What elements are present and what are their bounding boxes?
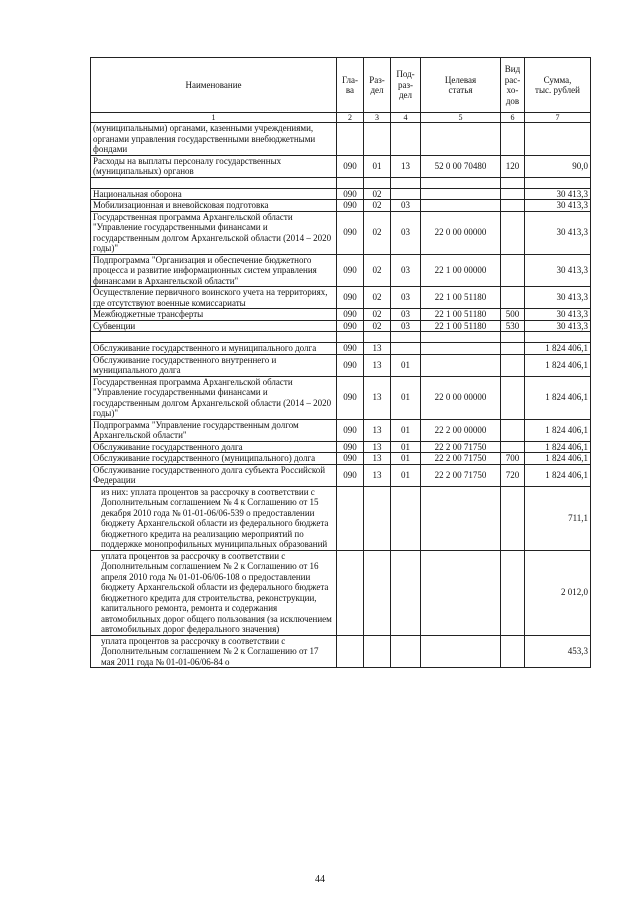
row-amount-cell: 1 824 406,1	[525, 464, 591, 486]
row-name-cell: Подпрограмма "Управление государственным долгом Архангельской области"	[91, 419, 337, 441]
row-subsection-cell: 03	[391, 211, 421, 254]
row-target-cell: 22 1 00 00000	[421, 254, 501, 287]
table-row	[91, 419, 591, 441]
row-target-cell: 22 2 00 00000	[421, 419, 501, 441]
row-subsection-cell: 01	[391, 419, 421, 441]
row-name-cell: уплата процентов за рассрочку в соответствии с Дополнительным соглашением № 2 к Соглашению от 17 мая 2011 года № 01-01-06/06-84 о	[91, 635, 337, 668]
row-section-cell: 13	[364, 464, 391, 486]
table-row	[91, 354, 591, 376]
row-subsection-cell: 13	[391, 155, 421, 177]
row-section-cell: 02	[364, 211, 391, 254]
row-chapter-cell	[337, 123, 364, 156]
row-target-cell	[421, 550, 501, 635]
row-chapter-cell: 090	[337, 211, 364, 254]
row-amount-cell: 1 824 406,1	[525, 441, 591, 453]
table-row	[91, 486, 591, 550]
row-chapter-cell: 090	[337, 441, 364, 453]
column-number: 7	[525, 113, 591, 123]
row-target-cell: 22 0 00 00000	[421, 211, 501, 254]
row-section-cell: 01	[364, 155, 391, 177]
row-section-cell: 13	[364, 419, 391, 441]
row-expense-type-cell	[501, 343, 525, 355]
row-name-cell: Субвенции	[91, 320, 337, 332]
row-section-cell: 02	[364, 320, 391, 332]
row-section-cell: 02	[364, 188, 391, 200]
row-subsection-cell	[391, 332, 421, 343]
row-section-cell: 02	[364, 254, 391, 287]
row-name-cell: Обслуживание государственного долга	[91, 441, 337, 453]
row-subsection-cell	[391, 123, 421, 156]
row-name-cell	[91, 177, 337, 188]
row-chapter-cell: 090	[337, 254, 364, 287]
col-header-expense-type: Вид рас- хо- дов	[501, 58, 525, 113]
table-header-row	[91, 58, 591, 113]
row-expense-type-cell	[501, 441, 525, 453]
row-expense-type-cell	[501, 635, 525, 668]
col-header-name: Наименование	[91, 58, 337, 113]
row-amount-cell: 1 824 406,1	[525, 419, 591, 441]
row-section-cell: 13	[364, 453, 391, 465]
row-amount-cell: 1 824 406,1	[525, 453, 591, 465]
row-section-cell: 13	[364, 354, 391, 376]
row-subsection-cell: 01	[391, 376, 421, 419]
row-target-cell: 22 1 00 51180	[421, 287, 501, 309]
column-number: 1	[91, 113, 337, 123]
column-number: 4	[391, 113, 421, 123]
row-section-cell	[364, 332, 391, 343]
table-row	[91, 464, 591, 486]
table-row	[91, 453, 591, 465]
row-subsection-cell: 03	[391, 254, 421, 287]
row-target-cell: 22 2 00 71750	[421, 464, 501, 486]
row-amount-cell: 1 824 406,1	[525, 343, 591, 355]
column-number: 2	[337, 113, 364, 123]
row-chapter-cell: 090	[337, 200, 364, 212]
row-target-cell	[421, 200, 501, 212]
row-target-cell	[421, 354, 501, 376]
row-amount-cell: 1 824 406,1	[525, 354, 591, 376]
row-target-cell	[421, 486, 501, 550]
row-subsection-cell: 03	[391, 200, 421, 212]
row-chapter-cell: 090	[337, 453, 364, 465]
row-name-cell: Государственная программа Архангельской области "Управление государственными финансами и государственным долгом Архангельской области (2014 – 2020 годы)"	[91, 211, 337, 254]
col-header-section: Раз- дел	[364, 58, 391, 113]
row-expense-type-cell	[501, 376, 525, 419]
table-row	[91, 200, 591, 212]
blank-row	[91, 332, 591, 343]
row-expense-type-cell: 530	[501, 320, 525, 332]
row-target-cell	[421, 635, 501, 668]
table-row	[91, 376, 591, 419]
row-section-cell: 02	[364, 200, 391, 212]
row-expense-type-cell: 120	[501, 155, 525, 177]
row-target-cell	[421, 332, 501, 343]
row-name-cell	[91, 332, 337, 343]
row-name-cell: уплата процентов за рассрочку в соответствии с Дополнительным соглашением № 2 к Соглашению от 16 апреля 2010 года № 01-01-06/06-108 о предоставлении бюджету Архангельской области из федерального бюджета бюджетного кредита для строительства, реконструкции, капитального ремонта, ремонта и содержания автомобильных дорог общего пользования (за исключением автомобильных дорог федерального значения)	[91, 550, 337, 635]
row-chapter-cell	[337, 550, 364, 635]
row-amount-cell: 711,1	[525, 486, 591, 550]
row-subsection-cell	[391, 486, 421, 550]
row-amount-cell: 30 413,3	[525, 188, 591, 200]
row-subsection-cell	[391, 635, 421, 668]
row-subsection-cell	[391, 188, 421, 200]
table-row	[91, 123, 591, 156]
row-target-cell: 22 0 00 00000	[421, 376, 501, 419]
row-target-cell	[421, 343, 501, 355]
row-chapter-cell: 090	[337, 287, 364, 309]
row-name-cell: Государственная программа Архангельской области "Управление государственными финансами и государственным долгом Архангельской области (2014 – 2020 годы)"	[91, 376, 337, 419]
row-name-cell: Мобилизационная и вневойсковая подготовка	[91, 200, 337, 212]
row-expense-type-cell	[501, 254, 525, 287]
row-chapter-cell	[337, 635, 364, 668]
row-expense-type-cell	[501, 550, 525, 635]
row-subsection-cell: 01	[391, 464, 421, 486]
table-row	[91, 188, 591, 200]
row-target-cell: 52 0 00 70480	[421, 155, 501, 177]
row-subsection-cell: 01	[391, 441, 421, 453]
row-amount-cell	[525, 123, 591, 156]
row-subsection-cell	[391, 177, 421, 188]
row-amount-cell: 2 012,0	[525, 550, 591, 635]
col-header-subsection: Под- раз- дел	[391, 58, 421, 113]
table-row	[91, 635, 591, 668]
row-section-cell	[364, 635, 391, 668]
row-chapter-cell: 090	[337, 309, 364, 321]
row-section-cell: 13	[364, 343, 391, 355]
table-body	[91, 123, 591, 668]
row-chapter-cell: 090	[337, 464, 364, 486]
row-amount-cell	[525, 177, 591, 188]
row-chapter-cell: 090	[337, 343, 364, 355]
row-expense-type-cell	[501, 123, 525, 156]
row-amount-cell: 90,0	[525, 155, 591, 177]
row-expense-type-cell	[501, 354, 525, 376]
row-expense-type-cell: 500	[501, 309, 525, 321]
column-number-row	[91, 113, 591, 123]
row-chapter-cell: 090	[337, 354, 364, 376]
table-row	[91, 254, 591, 287]
table-row	[91, 287, 591, 309]
row-expense-type-cell	[501, 211, 525, 254]
row-subsection-cell	[391, 343, 421, 355]
row-expense-type-cell: 700	[501, 453, 525, 465]
row-name-cell: Подпрограмма "Организация и обеспечение бюджетного процесса и развитие информационных систем управления финансами в Архангельской области"	[91, 254, 337, 287]
col-header-amount: Сумма, тыс. рублей	[525, 58, 591, 113]
row-subsection-cell: 03	[391, 287, 421, 309]
row-name-cell: (муниципальными) органами, казенными учреждениями, органами управления государственными внебюджетными фондами	[91, 123, 337, 156]
row-name-cell: Межбюджетные трансферты	[91, 309, 337, 321]
row-subsection-cell	[391, 550, 421, 635]
table-row	[91, 550, 591, 635]
row-subsection-cell: 03	[391, 320, 421, 332]
row-chapter-cell: 090	[337, 419, 364, 441]
budget-table	[90, 57, 591, 668]
row-expense-type-cell	[501, 486, 525, 550]
row-amount-cell: 30 413,3	[525, 254, 591, 287]
row-chapter-cell	[337, 332, 364, 343]
row-target-cell: 22 1 00 51180	[421, 309, 501, 321]
row-target-cell	[421, 123, 501, 156]
row-amount-cell: 30 413,3	[525, 200, 591, 212]
column-number: 3	[364, 113, 391, 123]
table-row	[91, 211, 591, 254]
row-section-cell	[364, 486, 391, 550]
col-header-target: Целевая статья	[421, 58, 501, 113]
row-name-cell: Обслуживание государственного внутреннего и муниципального долга	[91, 354, 337, 376]
row-target-cell: 22 2 00 71750	[421, 441, 501, 453]
row-name-cell: Расходы на выплаты персоналу государственных (муниципальных) органов	[91, 155, 337, 177]
row-target-cell	[421, 177, 501, 188]
row-subsection-cell: 03	[391, 309, 421, 321]
col-header-chapter: Гла- ва	[337, 58, 364, 113]
row-name-cell: Национальная оборона	[91, 188, 337, 200]
table-row	[91, 309, 591, 321]
row-expense-type-cell	[501, 332, 525, 343]
row-section-cell: 13	[364, 441, 391, 453]
table-row	[91, 343, 591, 355]
row-section-cell	[364, 123, 391, 156]
row-section-cell: 13	[364, 376, 391, 419]
row-amount-cell: 453,3	[525, 635, 591, 668]
row-target-cell	[421, 188, 501, 200]
row-chapter-cell	[337, 486, 364, 550]
row-chapter-cell: 090	[337, 320, 364, 332]
row-target-cell: 22 1 00 51180	[421, 320, 501, 332]
row-section-cell: 02	[364, 287, 391, 309]
column-number: 5	[421, 113, 501, 123]
row-expense-type-cell	[501, 188, 525, 200]
table-row	[91, 441, 591, 453]
row-section-cell: 02	[364, 309, 391, 321]
row-chapter-cell: 090	[337, 376, 364, 419]
blank-row	[91, 177, 591, 188]
page-number: 44	[315, 874, 325, 885]
row-subsection-cell: 01	[391, 354, 421, 376]
row-expense-type-cell	[501, 287, 525, 309]
row-amount-cell: 30 413,3	[525, 211, 591, 254]
row-expense-type-cell	[501, 419, 525, 441]
row-name-cell: Обслуживание государственного (муниципального) долга	[91, 453, 337, 465]
row-amount-cell: 30 413,3	[525, 320, 591, 332]
row-chapter-cell	[337, 177, 364, 188]
row-expense-type-cell: 720	[501, 464, 525, 486]
row-name-cell: Обслуживание государственного и муниципального долга	[91, 343, 337, 355]
row-name-cell: Обслуживание государственного долга субъекта Российской Федерации	[91, 464, 337, 486]
column-number: 6	[501, 113, 525, 123]
table-row	[91, 155, 591, 177]
row-expense-type-cell	[501, 177, 525, 188]
row-chapter-cell: 090	[337, 155, 364, 177]
row-amount-cell: 1 824 406,1	[525, 376, 591, 419]
row-expense-type-cell	[501, 200, 525, 212]
row-section-cell	[364, 550, 391, 635]
row-name-cell: Осуществление первичного воинского учета на территориях, где отсутствуют военные комиссариаты	[91, 287, 337, 309]
row-name-cell: из них: уплата процентов за рассрочку в соответствии с Дополнительным соглашением № 4 к Соглашению от 15 декабря 2010 года № 01-01-06/06-539 о предоставлении бюджету Архангельской области из федерального бюджета бюджетного кредита на реализацию мероприятий по поддержке монопрофильных муниципальных образований	[91, 486, 337, 550]
row-chapter-cell: 090	[337, 188, 364, 200]
row-amount-cell	[525, 332, 591, 343]
table-row	[91, 320, 591, 332]
row-amount-cell: 30 413,3	[525, 309, 591, 321]
row-subsection-cell: 01	[391, 453, 421, 465]
row-section-cell	[364, 177, 391, 188]
row-amount-cell: 30 413,3	[525, 287, 591, 309]
row-target-cell: 22 2 00 71750	[421, 453, 501, 465]
